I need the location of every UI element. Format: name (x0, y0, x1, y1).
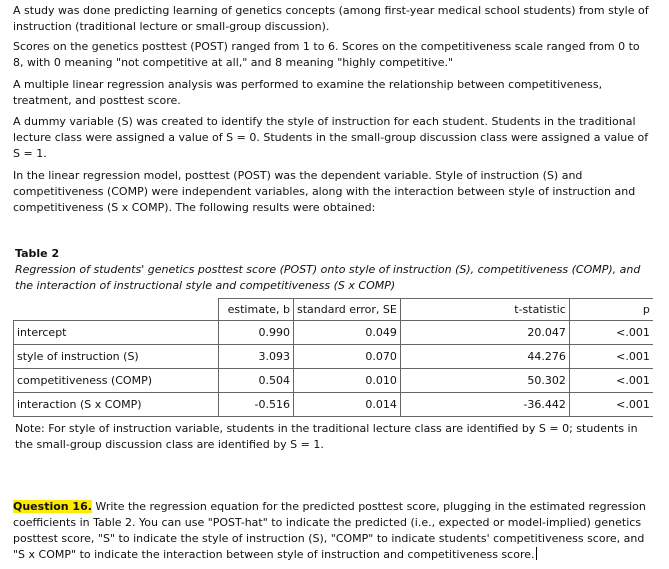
table-row (14, 393, 653, 417)
cell-standard-error: 0.010 (294, 369, 401, 393)
header-cell-estimate: estimate, b (219, 299, 294, 321)
row-label: style of instruction (S) (14, 345, 219, 369)
table-row (14, 345, 653, 369)
cell-p: <.001 (569, 321, 653, 345)
question-label: Question 16. (13, 500, 92, 513)
cell-standard-error: 0.070 (294, 345, 401, 369)
cell-p: <.001 (569, 345, 653, 369)
header-cell-t-statistic: t-statistic (400, 299, 569, 321)
header-cell-standard-error: standard error, SE (294, 299, 401, 321)
row-label: competitiveness (COMP) (14, 369, 219, 393)
cell-estimate: 0.504 (219, 369, 294, 393)
table-note: Note: For style of instruction variable, students in the traditional lecture class are identified by S = 0; students in the small-group discussion class are identified by S = 1. (15, 422, 638, 451)
paragraph-dummy-variable: A dummy variable (S) was created to identify the style of instruction for each student. Students in the traditional lecture class were assigned a value of S = 0. Students in the small-group discussion class were assigned a value of S = 1. (13, 115, 649, 160)
cell-standard-error: 0.014 (294, 393, 401, 417)
cell-t-statistic: 44.276 (400, 345, 569, 369)
question-text[interactable]: Write the regression equation for the predicted posttest score, plugging in the estimated regression coefficients in Table 2. You can use "POST-hat" to indicate the predicted (i.e., expected or model-implied) genetics posttest score, "S" to indicate the style of instruction (S), "COMP" to indicate students' competitiveness score, and "S x COMP" to indicate the interaction between style of instruction and competitiveness score. (13, 500, 646, 561)
cell-estimate: 3.093 (219, 345, 294, 369)
cell-standard-error: 0.049 (294, 321, 401, 345)
cell-estimate: -0.516 (219, 393, 294, 417)
cell-p: <.001 (569, 369, 653, 393)
question-16[interactable] (13, 499, 653, 563)
table-row (14, 369, 653, 393)
table-title: Table 2 (15, 247, 60, 260)
table-header-row (14, 299, 653, 321)
paragraph-analysis: A multiple linear regression analysis was performed to examine the relationship between competitiveness, treatment, and posttest score. (13, 78, 603, 107)
cell-t-statistic: 20.047 (400, 321, 569, 345)
table-caption: Regression of students' genetics posttest score (POST) onto style of instruction (S), competitiveness (COMP), and the interaction of instructional style and competitiveness (S x COMP) (15, 263, 641, 292)
header-cell-blank (14, 299, 219, 321)
text-cursor (536, 547, 537, 560)
paragraph-model-description: In the linear regression model, posttest (POST) was the dependent variable. Style of instruction (S) and competitiveness (COMP) were independent variables, along with the interaction between style of instruction and competitiveness (S x COMP). The following results were obtained: (13, 169, 636, 214)
paragraph-study-description: A study was done predicting learning of genetics concepts (among first-year medical school students) from style of instruction (traditional lecture or small-group discussion). (13, 4, 649, 33)
cell-t-statistic: 50.302 (400, 369, 569, 393)
paragraph-score-ranges: Scores on the genetics posttest (POST) ranged from 1 to 6. Scores on the competitiveness scale ranged from 0 to 8, with 0 meaning "not competitive at all," and 8 meaning "highly competitive." (13, 40, 640, 69)
header-cell-p: p (569, 299, 653, 321)
cell-estimate: 0.990 (219, 321, 294, 345)
row-label: interaction (S x COMP) (14, 393, 219, 417)
cell-p: <.001 (569, 393, 653, 417)
cell-t-statistic: -36.442 (400, 393, 569, 417)
regression-table (13, 298, 653, 417)
row-label: intercept (14, 321, 219, 345)
table-row (14, 321, 653, 345)
